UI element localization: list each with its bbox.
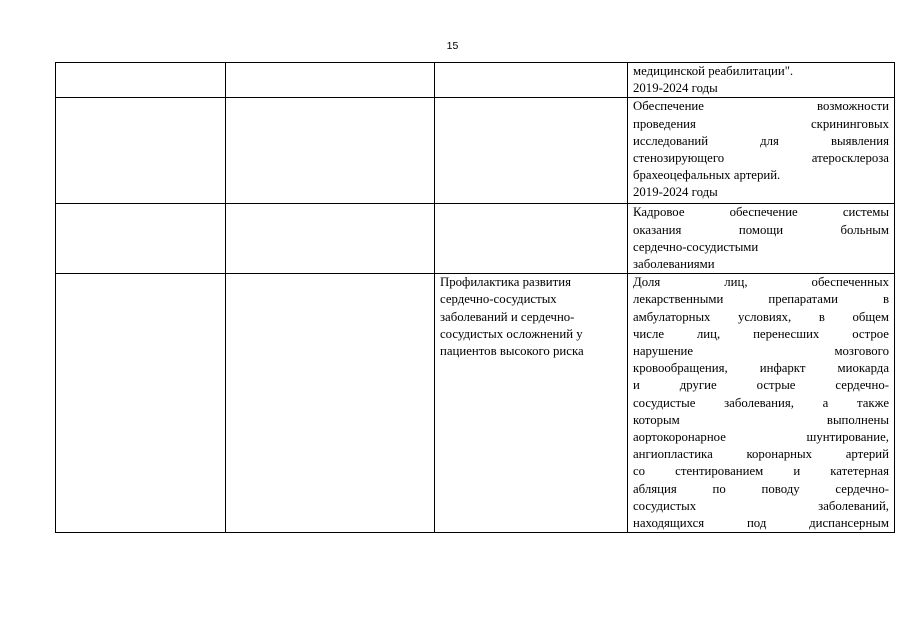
table-row [56, 274, 895, 533]
table-cell [226, 204, 435, 274]
cell-text-line: заболеваниями [633, 257, 715, 272]
cell-text-line: которым выполнены [633, 412, 889, 427]
cell-text-line: исследований для выявления [633, 133, 889, 148]
cell-text-line: со стентированием и катетерная [633, 464, 889, 479]
table-row [56, 63, 895, 98]
cell-text-line: лекарственными препаратами в [633, 292, 889, 307]
page-number: 15 [446, 40, 459, 52]
cell-text-line: брахеоцефальных артерий. [633, 168, 781, 183]
cell-text-line: 2019-2024 годы [633, 185, 718, 200]
table-cell [435, 274, 628, 533]
table-cell [628, 274, 895, 533]
cell-text-line: ангиопластика коронарных артерий [633, 447, 889, 462]
cell-text-line: сердечно-сосудистых [440, 292, 557, 307]
cell-text-line: нарушение мозгового [633, 344, 889, 359]
table-cell [435, 98, 628, 204]
cell-text-line: медицинской реабилитации". [633, 64, 794, 78]
cell-text-line: амбулаторных условиях, в общем [633, 309, 889, 324]
table-cell [628, 204, 895, 274]
cell-text-line: стенозирующего атеросклероза [633, 151, 889, 166]
cell-text-line: Кадровое обеспечение системы [633, 205, 889, 220]
cell-text-line: оказания помощи больным [633, 222, 889, 237]
cell-text-line: аортокоронарное шунтирование, [633, 430, 889, 445]
cell-text-line: абляция по поводу сердечно- [633, 481, 889, 496]
cell-text-line: пациентов высокого риска [440, 344, 584, 359]
cell-text-line: сосудистые заболевания, а также [633, 395, 889, 410]
document-table [55, 62, 895, 533]
table-cell [56, 63, 226, 98]
table-cell [56, 204, 226, 274]
table-cell [56, 98, 226, 204]
cell-text-line: 2019-2024 годы [633, 81, 718, 96]
cell-text-line: Доля лиц, обеспеченных [633, 275, 889, 290]
cell-text-line: и другие острые сердечно- [633, 378, 889, 393]
cell-text-line: сосудистых заболеваний, [633, 498, 889, 513]
cell-text-line: Профилактика развития [440, 275, 571, 290]
cell-text-line: находящихся под диспансерным [633, 516, 889, 531]
cell-text-line: проведения скрининговых [633, 116, 889, 131]
cell-text-line: Обеспечение возможности [633, 99, 889, 114]
cell-text-line: заболеваний и сердечно- [440, 309, 575, 324]
table-cell [56, 274, 226, 533]
table-cell [226, 63, 435, 98]
table-cell [226, 274, 435, 533]
table-cell [628, 63, 895, 98]
table-cell [226, 98, 435, 204]
table-cell [435, 204, 628, 274]
cell-text-line: числе лиц, перенесших острое [633, 326, 889, 341]
cell-text-line: кровообращения, инфаркт миокарда [633, 361, 889, 376]
table-row [56, 204, 895, 274]
table-cell [628, 98, 895, 204]
table-cell [435, 63, 628, 98]
table-row [56, 98, 895, 204]
cell-text-line: сердечно-сосудистыми [633, 239, 759, 254]
cell-text-line: сосудистых осложнений у [440, 326, 583, 341]
